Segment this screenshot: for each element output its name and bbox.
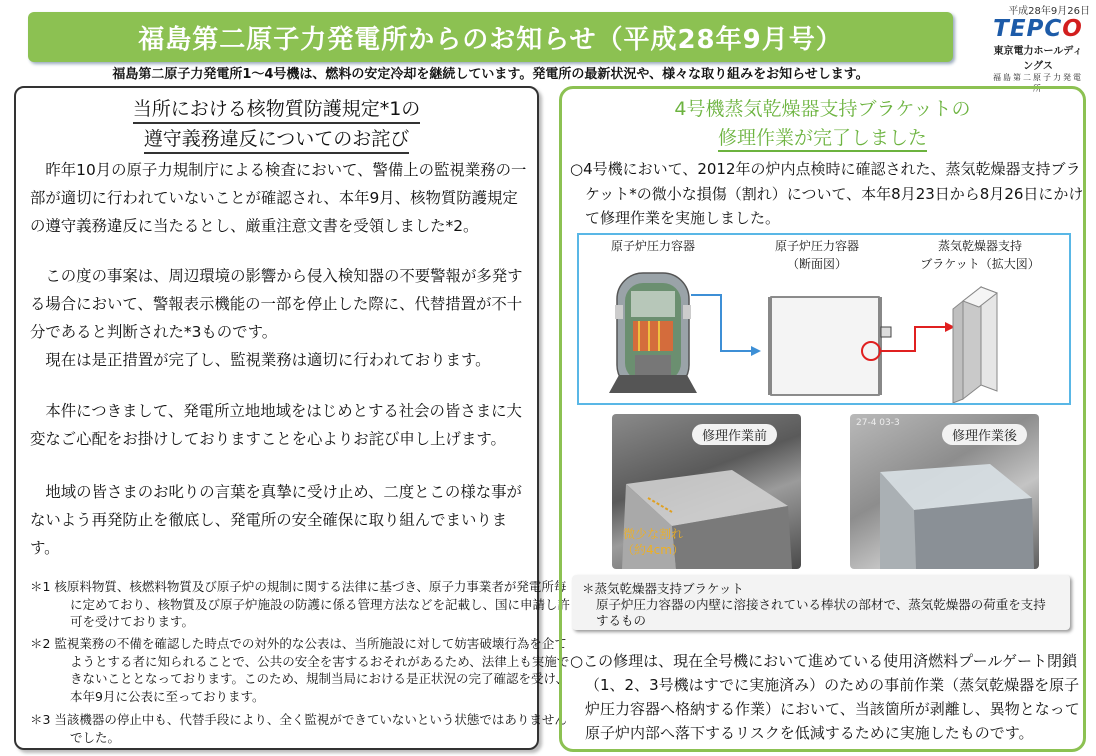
apology-paragraph-1: 昨年10月の原子力規制庁による検査において、警備上の監視業務の一部が適切に行われていないことが確認され、本年9月、核物質防護規定の遵守義務違反に当たるとし、厳重注意文書を受領しました*2。	[30, 161, 527, 235]
bracket-diagram	[577, 233, 1071, 405]
apology-title-line1: 当所における核物質防護規定*1の	[133, 96, 421, 124]
issue-date: 平成28年9月26日	[1008, 6, 1090, 17]
repair-intro-text: ○4号機において、2012年の炉内点検時に確認された、蒸気乾燥器支持ブラケット*の微小な損傷（割れ）について、本年8月23日から8月26日にかけて修理作業を実施しました。	[570, 160, 1084, 227]
crack-annotation-line1: 微少な割れ	[622, 527, 683, 541]
blue-arrow-head	[751, 346, 761, 356]
footnote-3: ＊3 当該機器の停止中も、代替手段により、全く監視ができていないという状態ではありませんでした。	[30, 712, 567, 745]
apology-paragraph-3: 現在は是正措置が完了し、監視業務は適切に行われております。	[45, 351, 491, 369]
after-repair-label: 修理作業後	[942, 424, 1027, 445]
title-banner	[28, 12, 953, 62]
before-repair-label: 修理作業前	[692, 424, 777, 445]
photo-before-repair	[612, 414, 801, 569]
reactor-vessel-illustration	[609, 273, 697, 393]
bracket-illustration	[953, 287, 997, 403]
crack-annotation-line2: （約4cm）	[622, 543, 684, 557]
apology-title	[16, 94, 537, 154]
repair-title-line1: 4号機蒸気乾燥器支持ブラケットの	[674, 98, 971, 120]
page-subtitle: 福島第二原子力発電所1～4号機は、燃料の安定冷却を継続しています。発電所の最新状況や、様々な取り組みをお知らせします。	[112, 67, 869, 82]
diagram-label-bracket-line2: ブラケット（拡大図）	[920, 257, 1040, 271]
page-title: 福島第二原子力発電所からのお知らせ（平成28年9月号）	[138, 24, 843, 55]
diagram-label-cross-section-line2: （断面図）	[786, 257, 847, 271]
apology-title-line2: 遵守義務違反についてのお詫び	[144, 126, 410, 154]
apology-panel	[14, 86, 571, 750]
tepco-logo-o: O	[1062, 16, 1083, 42]
repair-title	[562, 95, 1083, 153]
diagram-label-cross-section-line1: 原子炉圧力容器	[774, 239, 859, 253]
apology-paragraph-2: この度の事案は、周辺環境の影響から侵入検知器の不要警報が多発する場合において、警報表示機能の一部を停止した際に、代替措置が不十分であると判断された*3ものです。	[30, 267, 523, 341]
diagram-label-bracket-line1: 蒸気乾燥器支持	[937, 239, 1022, 253]
photo-overlay-text: 27-4 03-3	[856, 418, 900, 428]
bracket-definition-title: ＊蒸気乾燥器支持ブラケット	[582, 581, 744, 596]
apology-paragraph-4: 本件につきまして、発電所立地地域をはじめとする社会の皆さまに大変なご心配をお掛けしておりますことを心よりお詫び申し上げます。	[30, 402, 522, 448]
footnote-2: ＊2 監視業務の不備を確認した時点での対外的な公表は、当所施設に対して妨害破壊行為を企てようとする者に知られることで、公共の安全を害するおそれがあるため、法律上も実施できないこととなっております。このため、規制当局における是正状況の完了確認を受け、本年9月に公表に至っております。	[30, 636, 570, 704]
tepco-logo-plant: 福島第二原子力発電所	[993, 73, 1083, 93]
tepco-logo-word: TEPCO	[993, 16, 1083, 42]
diagram-label-vessel: 原子炉圧力容器	[610, 239, 695, 253]
footnote-1: ＊1 核原料物質、核燃料物質及び原子炉の規制に関する法律に基づき、原子力事業者が発電所毎に定めており、核物質及び原子炉施設の防護に係る管理方法などを記載し、国に申請し許可を受けております。	[30, 579, 571, 629]
crack-annotation	[622, 526, 684, 558]
repair-conclusion-text: ○この修理は、現在全号機において進めている使用済燃料プールゲート閉鎖（1、2、3号機はすでに実施済み）のための事前作業（蒸気乾燥器を原子炉圧力容器へ格納する作業）において、当該箇所が剥離し、異物となって原子炉内部へ落下するリスクを低減するために実施したものです。	[570, 652, 1080, 742]
repair-panel	[559, 86, 1086, 752]
apology-paragraph-5: 地域の皆さまのお叱りの言葉を真摯に受け止め、二度とこの様な事がないよう再発防止を徹底し、発電所の安全確保に取り組んでまいります。	[30, 483, 522, 557]
bracket-definition-box	[572, 575, 1070, 630]
tepco-logo	[990, 16, 1086, 94]
tepco-logo-company: 東京電力ホールディングス	[993, 46, 1083, 72]
photo-after-repair	[850, 414, 1039, 569]
diagram-graphic	[579, 235, 1069, 403]
blue-arrow	[691, 295, 751, 351]
repair-title-line2: 修理作業が完了しました	[718, 126, 927, 152]
bracket-definition-text: 原子炉圧力容器の内壁に溶接されている棒状の部材で、蒸気乾燥器の荷重を支持するもの	[596, 597, 1046, 628]
